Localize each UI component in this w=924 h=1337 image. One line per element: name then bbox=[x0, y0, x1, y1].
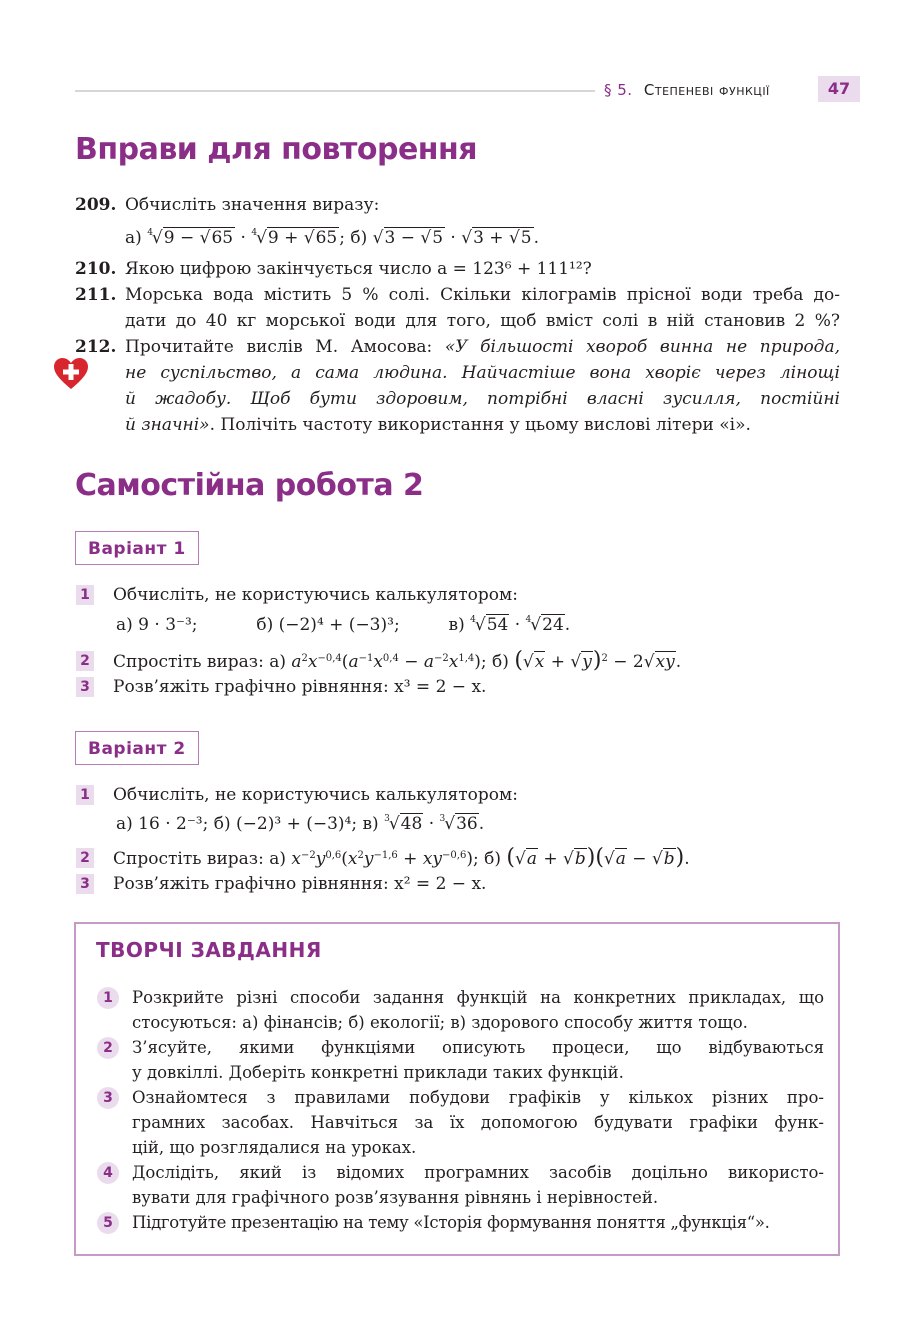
exercise-210-text bbox=[125, 256, 592, 282]
v2-task-1-ab: а) 16 · 2⁻³; б) (−2)³ + (−3)⁴; в) bbox=[116, 814, 379, 834]
exercise-212-line-2: не суспільство, а сама людина. Найчастіше вона хворіє через лінощі bbox=[125, 363, 840, 383]
creative-task-3-line-1: Ознайомтеся з правилами побудови графіків у кількох різних про- bbox=[132, 1088, 824, 1107]
exercise-211-line-1: Морська вода містить 5 % солі. Скільки кілограмів прісної води треба до- bbox=[125, 285, 840, 305]
v1-task-2-b-label: ; б) bbox=[480, 652, 509, 672]
creative-task-2-line-2: у довкіллі. Доберіть конкретні приклади таких функцій. bbox=[132, 1063, 624, 1082]
creative-task-1-badge: 1 bbox=[97, 987, 119, 1009]
variant-2-label: Варіант 2 bbox=[75, 731, 199, 765]
exercise-209-formula: а) $^4$√9 − √65 · $^4$√9 + √65 ; б) √3 − √5 · √3 + √5 . bbox=[125, 228, 540, 248]
creative-task-5-badge: 5 bbox=[97, 1212, 119, 1234]
exercise-212-line-3: й жадобу. Щоб бути здоровим, потрібні власні зусилля, постійні bbox=[125, 389, 840, 409]
creative-task-2-badge: 2 bbox=[97, 1037, 119, 1059]
exercise-209-text: Обчисліть значення виразу: bbox=[125, 195, 380, 215]
health-heart-icon bbox=[53, 357, 89, 391]
v2-task-1-text: Обчисліть, не користуючись калькулятором: bbox=[113, 785, 518, 805]
exercise-212-quote-start: «У більшості хвороб винна не природа, bbox=[444, 337, 840, 357]
exercise-209-number: 209. bbox=[75, 195, 117, 215]
v2-task-2-text: Спростіть вираз: а) $x^{-2}y^{0,6}(x^2y^{-1,6} + xy^{-0,6})$; б) (√a + √b)(√a − √b). bbox=[113, 845, 690, 870]
exercise-210-expression: a = 123⁶ + 111¹²? bbox=[437, 259, 592, 279]
exercise-212-quote-end: й значні» bbox=[125, 415, 210, 435]
creative-task-3-line-3: цій, що розглядалися на уроках. bbox=[132, 1138, 417, 1157]
exercise-211-line-2: дати до 40 кг морської води для того, щоб вміст солі в ній становив 2 %? bbox=[125, 311, 840, 331]
creative-task-2-line-1: З’ясуйте, якими функціями описують процеси, що відбуваються bbox=[132, 1038, 824, 1057]
v2-task-3-badge: 3 bbox=[76, 874, 94, 894]
exercise-212-number: 212. bbox=[75, 337, 117, 357]
creative-task-4-line-1: Дослідіть, який із відомих програмних засобів доцільно використо- bbox=[132, 1163, 824, 1182]
v1-task-1-badge: 1 bbox=[76, 585, 94, 605]
exercise-210-number: 210. bbox=[75, 259, 117, 279]
running-header bbox=[604, 78, 770, 102]
v2-task-2-badge: 2 bbox=[76, 848, 94, 868]
v1-task-1-items: а) 9 · 3⁻³; б) (−2)⁴ + (−3)³; в) $^4$√54 · $^4$√24. bbox=[116, 615, 571, 635]
creative-tasks-title: ТВОРЧІ ЗАВДАННЯ bbox=[96, 938, 322, 962]
v1-task-2-prompt: Спростіть вираз: а) bbox=[113, 652, 286, 672]
exercise-212-line-4 bbox=[125, 412, 751, 438]
v2-task-2-prompt: Спростіть вираз: а) bbox=[113, 849, 286, 869]
creative-task-4-line-2: вувати для графічного розв’язування рівнянь і нерівностей. bbox=[132, 1188, 659, 1207]
v1-task-3-badge: 3 bbox=[76, 677, 94, 697]
v1-task-2-text: Спростіть вираз: а) $a^2x^{-0,4}(a^{-1}x^{0,4} - a^{-2}x^{1,4})$; б) $(√x + √y)^2 - 2√xy$. bbox=[113, 648, 682, 673]
exercise-210-prompt: Якою цифрою закінчується число bbox=[125, 259, 432, 279]
independent-work-heading: Самостійна робота 2 bbox=[75, 468, 424, 503]
exercise-209-a-label: а) bbox=[125, 228, 142, 248]
creative-task-3-line-2: грамних засобах. Навчіться за їх допомогою будувати графіки функ- bbox=[132, 1113, 824, 1132]
exercise-212-task: . Полічіть частоту використання у цьому вислові літери «і». bbox=[209, 415, 751, 435]
variant-1-label: Варіант 1 bbox=[75, 531, 199, 565]
v2-task-2-b-label: ; б) bbox=[472, 849, 501, 869]
page-number: 47 bbox=[818, 76, 860, 102]
review-heading: Вправи для повторення bbox=[75, 132, 478, 167]
creative-task-1-line-1: Розкрийте різні способи задання функцій на конкретних прикладах, що bbox=[132, 988, 824, 1007]
section-title: Степеневі функції bbox=[643, 81, 770, 99]
v1-task-1-a: а) 9 · 3⁻³; bbox=[116, 615, 198, 635]
v1-task-1-text: Обчисліть, не користуючись калькулятором: bbox=[113, 585, 518, 605]
header-rule bbox=[75, 90, 595, 92]
v1-task-2-badge: 2 bbox=[76, 651, 94, 671]
exercise-209-b-label: ; б) bbox=[339, 228, 368, 248]
v1-task-1-b: б) (−2)⁴ + (−3)³; bbox=[256, 615, 400, 635]
exercise-212-line-1 bbox=[125, 334, 840, 360]
exercise-211-number: 211. bbox=[75, 285, 117, 305]
v1-task-1-c-label: в) bbox=[448, 615, 465, 635]
v2-task-3-text: Розв’яжіть графічно рівняння: x² = 2 − x. bbox=[113, 874, 487, 894]
creative-task-5-line-1: Підготуйте презентацію на тему «Історія формування поняття „функція“». bbox=[132, 1213, 770, 1232]
creative-task-3-badge: 3 bbox=[97, 1087, 119, 1109]
v2-task-1-items: а) 16 · 2⁻³; б) (−2)³ + (−3)⁴; в) $^3$√48 · $^3$√36. bbox=[116, 814, 485, 834]
creative-task-1-line-2: стосуються: а) фінансів; б) екології; в) здорового способу життя тощо. bbox=[132, 1013, 748, 1032]
exercise-212-intro: Прочитайте вислів М. Амосова: bbox=[125, 337, 445, 357]
v1-task-3-text: Розв’яжіть графічно рівняння: x³ = 2 − x. bbox=[113, 677, 487, 697]
v2-task-1-badge: 1 bbox=[76, 785, 94, 805]
creative-task-4-badge: 4 bbox=[97, 1162, 119, 1184]
section-marker: § 5. bbox=[604, 81, 633, 99]
